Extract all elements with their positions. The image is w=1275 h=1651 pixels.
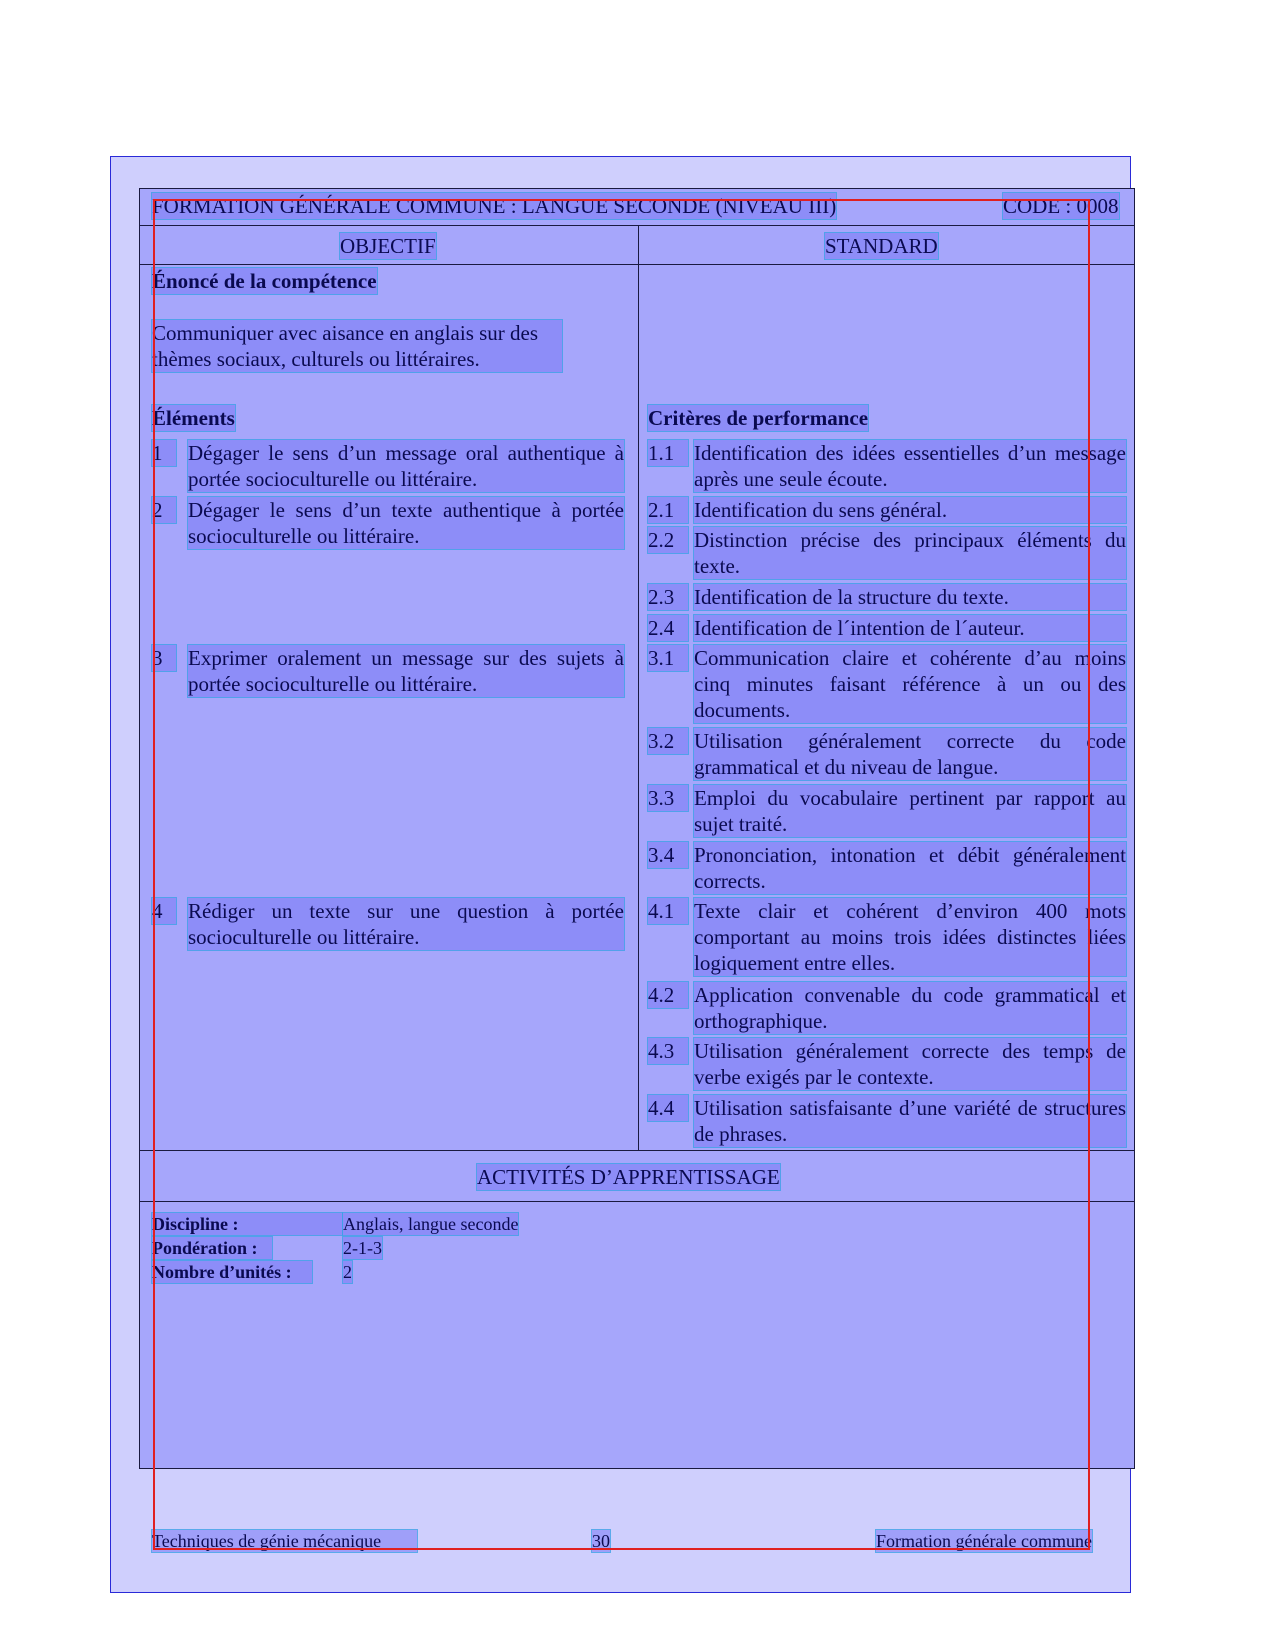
criterion-text: Application convenable du code grammatical et orthographique. [694,983,1126,1033]
footer-right: Formation générale commune [876,1531,1092,1551]
units-value: 2 [343,1262,352,1282]
competence-text: Communiquer avec aisance en anglais sur des thèmes sociaux, culturels ou littéraires. [152,320,562,372]
column-header-objectif: OBJECTIF [340,234,436,258]
discipline-label: Discipline : [152,1213,342,1235]
element-number: 4 [152,898,176,924]
column-divider [638,225,639,1150]
criterion-number: 3.4 [648,842,688,868]
criterion-number: 4.4 [648,1095,688,1121]
element-text: Rédiger un texte sur une question à portée socioculturelle ou littéraire. [188,899,624,949]
discipline-value: Anglais, langue seconde [343,1214,519,1234]
element-text: Dégager le sens d’un texte authentique à portée socioculturelle ou littéraire. [188,498,624,548]
criterion-text: Identification de la structure du texte. [694,584,1126,610]
page-number: 30 [592,1531,610,1551]
units-label: Nombre d’unités : [152,1261,312,1283]
criterion-number: 4.3 [648,1038,688,1064]
criterion-text: Communication claire et cohérente d’au moins cinq minutes faisant référence à un ou des documents. [694,646,1126,722]
criterion-number: 2.3 [648,584,688,610]
criterion-number: 3.3 [648,785,688,811]
columns-rule [139,264,1135,265]
ponderation-label: Pondération : [152,1237,272,1259]
competence-heading: Énoncé de la compétence [152,269,377,293]
criterion-number: 3.1 [648,645,688,671]
criterion-text: Distinction précise des principaux éléments du texte. [694,528,1126,578]
footer-left: Techniques de génie mécanique [152,1530,417,1552]
criterion-text: Utilisation satisfaisante d’une variété de structures de phrases. [694,1096,1126,1146]
criterion-number: 2.2 [648,527,688,553]
element-number: 1 [152,440,176,466]
criterion-text: Emploi du vocabulaire pertinent par rapport au sujet traité. [694,786,1126,836]
criterion-number: 2.4 [648,615,688,641]
criterion-number: 3.2 [648,728,688,754]
criteria-heading: Critères de performance [648,406,869,430]
criterion-text: Prononciation, intonation et débit généralement corrects. [694,843,1126,893]
criterion-text: Texte clair et cohérent d’environ 400 mots comportant au moins trois idées distinctes liées logiquement entre elles. [694,899,1126,975]
criterion-text: Utilisation généralement correcte du code grammatical et du niveau de langue. [694,729,1126,779]
criterion-text: Identification de l´intention de l´auteur. [694,615,1126,641]
element-text: Exprimer oralement un message sur des sujets à portée socioculturelle ou littéraire. [188,646,624,696]
document-code: CODE : 0008 [1003,194,1119,218]
criterion-number: 4.1 [648,898,688,924]
criterion-text: Identification des idées essentielles d’un message après une seule écoute. [694,441,1126,491]
activities-bottom-rule [139,1201,1135,1202]
elements-heading: Éléments [152,406,235,430]
element-number: 3 [152,645,176,671]
document-title: FORMATION GÉNÉRALE COMMUNE : LANGUE SECONDE (NIVEAU III) [152,194,837,218]
activities-title: ACTIVITÉS D’APPRENTISSAGE [477,1165,780,1189]
element-number: 2 [152,497,176,523]
criterion-number: 2.1 [648,497,688,523]
column-header-standard: STANDARD [825,234,938,258]
activities-top-rule [139,1150,1135,1151]
criterion-number: 4.2 [648,982,688,1008]
element-text: Dégager le sens d’un message oral authentique à portée socioculturelle ou littéraire. [188,441,624,491]
criterion-text: Utilisation généralement correcte des temps de verbe exigés par le contexte. [694,1039,1126,1089]
criterion-number: 1.1 [648,440,688,466]
header-rule [139,225,1135,226]
ponderation-value: 2-1-3 [343,1238,382,1258]
criterion-text: Identification du sens général. [694,497,1126,523]
